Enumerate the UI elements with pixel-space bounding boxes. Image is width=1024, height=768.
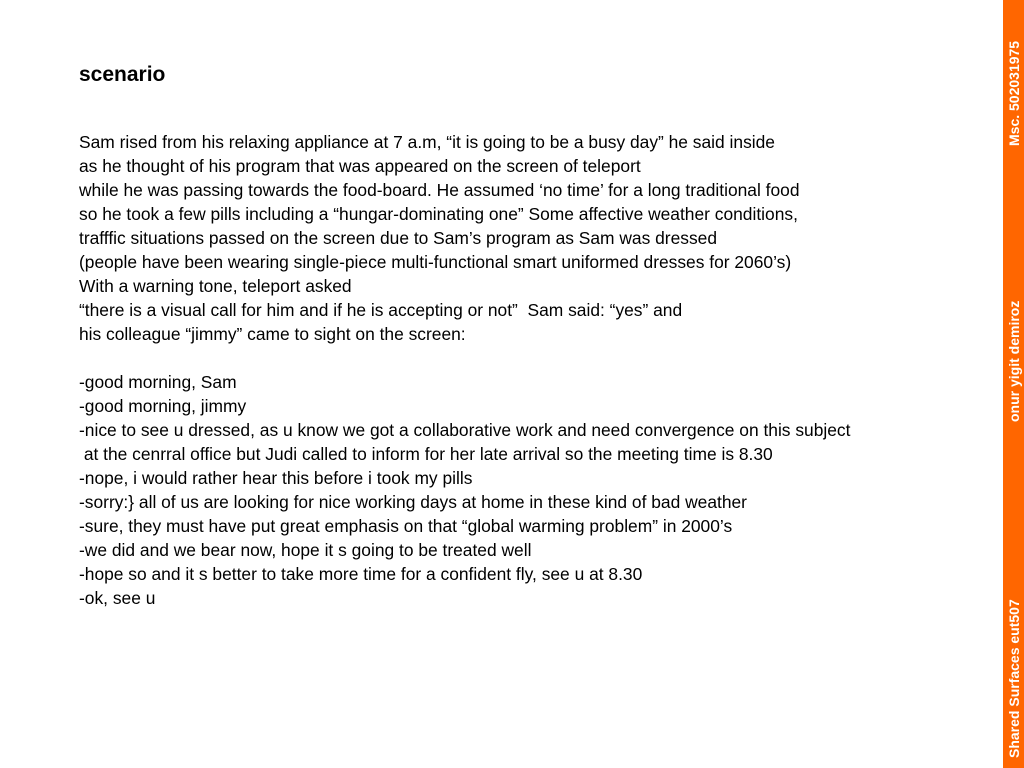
narrative-line: “there is a visual call for him and if he is accepting or not” Sam said: “yes” and — [79, 300, 683, 320]
narrative-line: so he took a few pills including a “hungar-dominating one” Some affective weather conditions, — [79, 204, 798, 224]
narrative-line: With a warning tone, teleport asked — [79, 276, 352, 296]
narrative-line: his colleague “jimmy” came to sight on the screen: — [79, 324, 466, 344]
narrative-line: (people have been wearing single-piece multi-functional smart uniformed dresses for 2060’s) — [79, 252, 792, 272]
author-label: onur yigit demiroz — [1006, 300, 1022, 422]
dialogue-line: -sorry:} all of us are looking for nice working days at home in these kind of bad weather — [79, 492, 747, 512]
scenario-body — [79, 130, 984, 610]
dialogue-line: -good morning, jimmy — [79, 396, 247, 416]
course-label: Shared Surfaces eut507 — [1006, 599, 1022, 758]
dialogue-line: -ok, see u — [79, 588, 156, 608]
narrative-line: trafffic situations passed on the screen due to Sam’s program as Sam was dressed — [79, 228, 717, 248]
dialogue-line: -we did and we bear now, hope it s going to be treated well — [79, 540, 532, 560]
paragraph-gap — [79, 346, 984, 370]
narrative-line: while he was passing towards the food-board. He assumed ‘no time’ for a long traditional food — [79, 180, 800, 200]
dialogue-line: -nice to see u dressed, as u know we got a collaborative work and need convergence on this subject — [79, 420, 851, 440]
dialogue-line: -sure, they must have put great emphasis on that “global warming problem” in 2000’s — [79, 516, 733, 536]
dialogue-line: -hope so and it s better to take more time for a confident fly, see u at 8.30 — [79, 564, 643, 584]
dialogue-line: -nope, i would rather hear this before i took my pills — [79, 468, 473, 488]
narrative-line: Sam rised from his relaxing appliance at 7 a.m, “it is going to be a busy day” he said inside — [79, 132, 775, 152]
student-id-label: Msc. 502031975 — [1006, 40, 1022, 146]
narrative-line: as he thought of his program that was appeared on the screen of teleport — [79, 156, 641, 176]
dialogue-line: -good morning, Sam — [79, 372, 237, 392]
dialogue-line: at the cenrral office but Judi called to inform for her late arrival so the meeting time is 8.30 — [79, 444, 773, 464]
slide-title: scenario — [79, 63, 166, 86]
